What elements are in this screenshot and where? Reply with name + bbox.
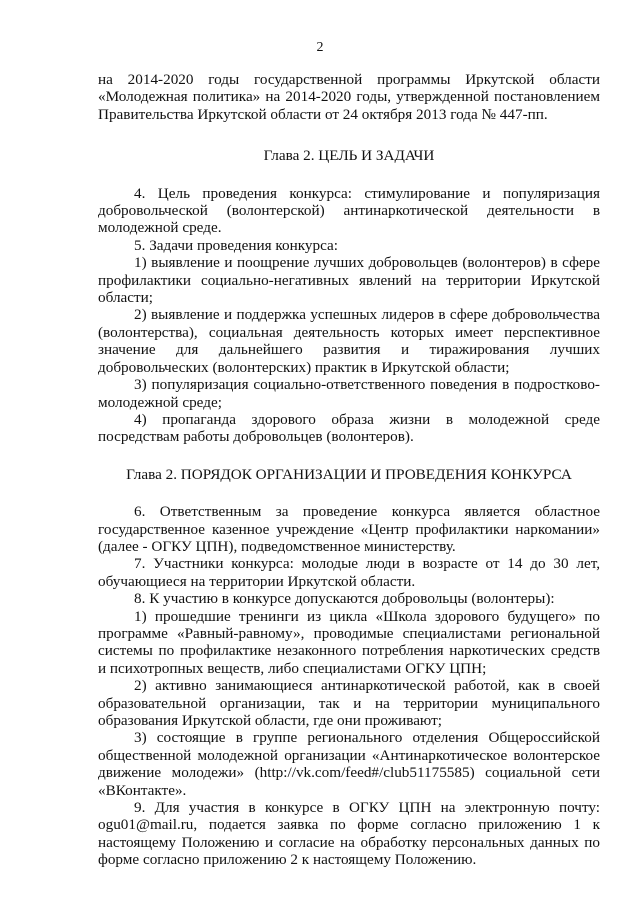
paragraph-8-item-1: 1) прошедшие тренинги из цикла «Школа здорового будущего» по программе «Равный-равному», проводимые специалистами региональной системы по профилактике незаконного потребления наркотических средств и психотропных веществ, либо специалистами ОГКУ ЦПН;: [98, 607, 600, 677]
paragraph-9: 9. Для участия в конкурсе в ОГКУ ЦПН на электронную почту: ogu01@mail.ru, подается заявка по форме согласно приложению 1 к настоящему Положению и согласие на обработку персональных данных по форме согласно приложению 2 к настоящему Положению.: [98, 799, 600, 869]
paragraph-6: 6. Ответственным за проведение конкурса является областное государственное казенное учреждение «Центр профилактики наркомании» (далее - ОГКУ ЦПН), подведомственное министерству.: [98, 503, 600, 555]
paragraph-5: 5. Задачи проведения конкурса:: [134, 236, 338, 254]
paragraph-5-item-2: 2) выявление и поддержка успешных лидеров в сфере добровольчества (волонтерства), социальная деятельность которых имеет перспективное значение для дальнейшего развития и тиражирования лучших добровольческих (волонтерских) практик в Иркутской области;: [98, 306, 600, 376]
chapter-heading-procedure: Глава 2. ПОРЯДОК ОРГАНИЗАЦИИ И ПРОВЕДЕНИЯ КОНКУРСА: [126, 465, 572, 483]
page-number: 2: [316, 40, 324, 55]
paragraph-7: 7. Участники конкурса: молодые люди в возрасте от 14 до 30 лет, обучающиеся на территории Иркутской области.: [98, 555, 600, 590]
intro-paragraph: на 2014-2020 годы государственной программы Иркутской области «Молодежная политика» на 2014-2020 годы, утвержденной постановлением Правительства Иркутской области от 24 октября 2013 года № 447-пп.: [98, 71, 600, 123]
paragraph-8-item-3: 3) состоящие в группе регионального отделения Общероссийской общественной молодежной организации «Антинаркотическое волонтерское движение молодежи» (http://vk.com/feed#/club51175585) социальной сети «ВКонтакте».: [98, 729, 600, 799]
paragraph-8-item-2: 2) активно занимающиеся антинаркотической работой, как в своей образовательной организации, так и на территории муниципального образования Иркутской области, где они проживают;: [98, 677, 600, 729]
chapter-heading-goals: Глава 2. ЦЕЛЬ И ЗАДАЧИ: [263, 147, 435, 165]
paragraph-5-item-4: 4) пропаганда здорового образа жизни в молодежной среде посредствам работы добровольцев (волонтеров).: [98, 410, 600, 446]
paragraph-5-item-1: 1) выявление и поощрение лучших добровольцев (волонтеров) в сфере профилактики социально-негативных явлений на территории Иркутской области;: [98, 254, 600, 307]
document-body: [98, 71, 600, 869]
paragraph-8: 8. К участию в конкурсе допускаются добровольцы (волонтеры):: [134, 590, 555, 608]
paragraph-5-item-3: 3) популяризация социально-ответственного поведения в подростково-молодежной среде;: [98, 376, 600, 411]
paragraph-4: 4. Цель проведения конкурса: стимулирование и популяризация добровольческой (волонтерской) антинаркотической деятельности в молодежной среде.: [98, 184, 600, 237]
